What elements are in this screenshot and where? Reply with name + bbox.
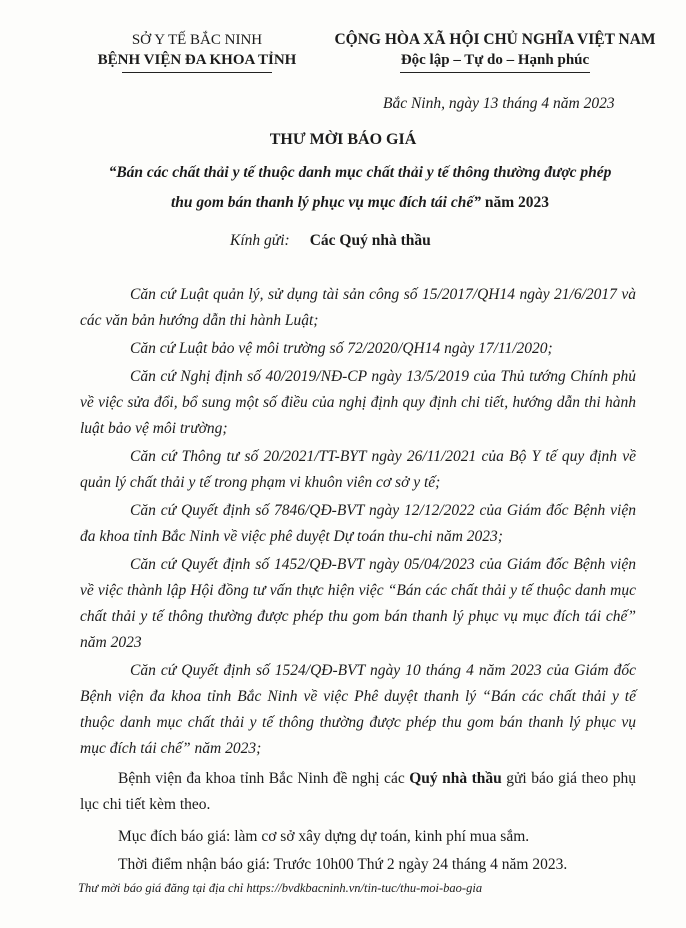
legal-basis-7: Căn cứ Quyết định số 1524/QĐ-BVT ngày 10 tháng 4 năm 2023 của Giám đốc Bệnh viện đa khoa tỉnh Bắc Ninh về việc Phê duyệt thanh lý “Bán các chất thải y tế thuộc danh mục chất thải y tế thông thường được phép thu gom bán thanh lý phục vụ mục đích tái chế” năm 2023; [80, 662, 636, 757]
footer-note: Thư mời báo giá đăng tại địa chỉ https://bvdkbacninh.vn/tin-tuc/thu-moi-bao-gia [78, 881, 483, 895]
legal-basis-1: Căn cứ Luật quản lý, sử dụng tài sản công số 15/2017/QH14 ngày 21/6/2017 và các văn bản hướng dẫn thi hành Luật; [80, 286, 636, 329]
national-header [310, 30, 680, 73]
national-motto: Độc lập – Tự do – Hạnh phúc [400, 52, 590, 68]
document-subtitle [100, 158, 620, 218]
agency-name: SỞ Y TẾ BẮC NINH [131, 32, 263, 48]
request-before: Bệnh viện đa khoa tỉnh Bắc Ninh đề nghị các [118, 770, 410, 787]
hospital-name: BỆNH VIỆN ĐA KHOA TỈNH [97, 52, 297, 68]
greeting [230, 232, 431, 250]
legal-basis-3: Căn cứ Nghị định số 40/2019/NĐ-CP ngày 13/5/2019 của Thủ tướng Chính phủ về việc sửa đổi, bổ sung một số điều của nghị định quy định chi tiết, hướng dẫn thi hành luật bảo vệ môi trường; [80, 368, 636, 437]
issuer-block [72, 30, 322, 73]
request-recipient: Quý nhà thầu [409, 770, 502, 787]
legal-basis-5: Căn cứ Quyết định số 7846/QĐ-BVT ngày 12/12/2022 của Giám đốc Bệnh viện đa khoa tỉnh Bắc Ninh về việc phê duyệt Dự toán thu-chi năm 2023; [80, 502, 636, 545]
legal-basis-6: Căn cứ Quyết định số 1452/QĐ-BVT ngày 05/04/2023 của Giám đốc Bệnh viện về việc thành lập Hội đồng tư vấn thực hiện việc “Bán các chất thải y tế thuộc danh mục chất thải y tế thông thường được phép thu gom bán thanh lý phục vụ mục đích tái chế” năm 2023 [80, 556, 636, 651]
motto-underline [400, 72, 590, 73]
deadline-line: Thời điểm nhận báo giá: Trước 10h00 Thứ 2 ngày 24 tháng 4 năm 2023. [118, 856, 568, 873]
purpose-line: Mục đích báo giá: làm cơ sở xây dựng dự toán, kinh phí mua sắm. [118, 828, 530, 845]
greeting-recipient: Các Quý nhà thầu [309, 232, 431, 249]
issuer-underline [122, 72, 272, 73]
document-title: THƯ MỜI BÁO GIÁ [269, 131, 417, 148]
document-body [80, 282, 636, 878]
subtitle-main: “Bán các chất thải y tế thuộc danh mục chất thải y tế thông thường được phép thu gom bán thanh lý phục vụ mục đích tái chế” [108, 164, 612, 211]
date-line: Bắc Ninh, ngày 13 tháng 4 năm 2023 [383, 95, 615, 112]
subtitle-year: năm 2023 [481, 194, 550, 211]
request-paragraph [80, 766, 636, 818]
request-after: gửi báo giá theo phụ lục chi tiết kèm theo. [80, 770, 636, 813]
legal-basis-4: Căn cứ Thông tư số 20/2021/TT-BYT ngày 26/11/2021 của Bộ Y tế quy định về quản lý chất thải y tế trong phạm vi khuôn viên cơ sở y tế; [80, 448, 636, 491]
legal-basis-2: Căn cứ Luật bảo vệ môi trường số 72/2020/QH14 ngày 17/11/2020; [130, 340, 553, 357]
greeting-label: Kính gửi: [230, 232, 290, 249]
country-name: CỘNG HÒA XÃ HỘI CHỦ NGHĨA VIỆT NAM [334, 31, 656, 48]
